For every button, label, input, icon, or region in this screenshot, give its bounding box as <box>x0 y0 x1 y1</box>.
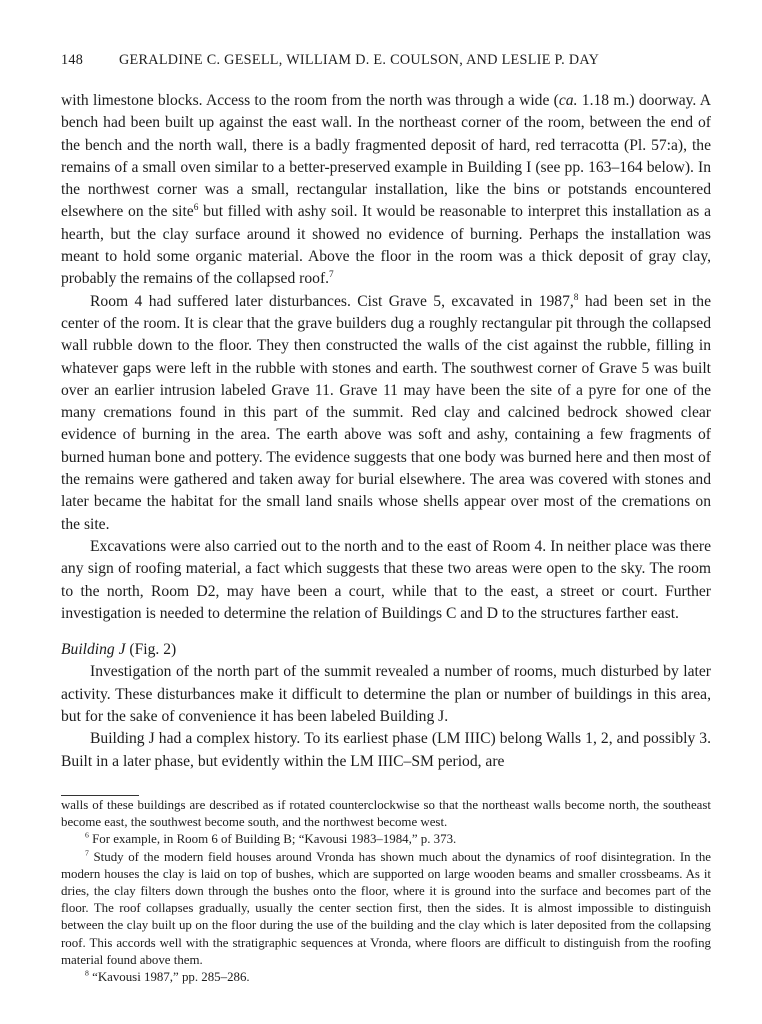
text-run: with limestone blocks. Access to the room from the north was through a wide ( <box>61 92 559 109</box>
text-run: had been set in the center of the room. It is clear that the grave builders dug a roughly rectangular pit through the collapsed wall rubble down to the floor. They then constructed the walls of the cist against the rubble, filling in whatever gaps were left in the rubble with stones and earth. The southwest corner of Grave 5 was built over an earlier intrusion labeled Grave 11. Grave 11 may have been the site of a pyre for one of the many cremations found in this part of the summit. Red clay and calcined bedrock showed clear evidence of burning in the area. The earth above was soft and ashy, containing a few fragments of burned human bone and pottery. The evidence suggests that one body was burned here and then most of the remains were gathered and taken away for burial elsewhere. The area was covered with stones and later became the habitat for the small land snails whose shells appear over most of the cremations on the site. <box>61 292 711 533</box>
section-heading-building-j <box>61 639 711 661</box>
paragraph-investigation: Investigation of the north part of the summit revealed a number of rooms, much disturbed by later activity. These disturbances make it difficult to determine the plan or number of buildings in this area, but for the sake of convenience it has been labeled Building J. <box>61 663 711 726</box>
running-title: GERALDINE C. GESELL, WILLIAM D. E. COULSON, AND LESLIE P. DAY <box>119 52 600 68</box>
footnote-text: Study of the modern field houses around Vronda has shown much about the dynamics of roof disintegration. In the modern houses the clay is laid on top of bushes, which are supported on large wooden beams and smaller crossbeams. As it dries, the clay filters down through the bushes onto the floor, where it is ground into the surface and becomes part of the floor. The roof collapses gradually, usually the center section first, then the sides. It is almost impossible to distinguish between the clay built up on the floor during the use of the building and the clay which is later deposited from the collapsing roof. This accords well with the stratigraphic sequences at Vronda, where floors are difficult to distinguish from the roofing material found above them. <box>61 849 711 967</box>
paragraph-room-description <box>61 90 711 291</box>
footnote-mark: 8 <box>85 968 89 978</box>
running-header <box>61 52 711 69</box>
main-text <box>61 90 711 773</box>
section-title: Building J <box>61 641 126 659</box>
footnote-text: For example, in Room 6 of Building B; “Kavousi 1983–1984,” p. 373. <box>88 832 457 847</box>
page-number: 148 <box>61 52 84 68</box>
text-run-italic: ca. <box>558 92 578 109</box>
text-run: but filled with ashy soil. It would be reasonable to interpret this installation as a hearth, but the clay surface around it showed no evidence of burning. Perhaps the installation was meant to hold some organic material. Above the floor in the room was a thick deposit of gray clay, probably the remains of the collapsed roof. <box>61 203 711 288</box>
text-run: 1.18 m.) doorway. A bench had been built up against the east wall. In the northeast corner of the room, between the end of the bench and the north wall, there is a badly fragmented deposit of hard, red terracotta (Pl. 57:a), the remains of a small oven similar to a better-preserved example in Building I (see pp. 163–164 below). In the northwest corner was a small, rectangular installation, like the bins or potstands encountered elsewhere on the site <box>61 92 712 221</box>
paragraph-building-j-history: Building J had a complex history. To its earliest phase (LM IIIC) belong Walls 1, 2, and possibly 3. Built in a later phase, but evidently within the LM IIIC–SM period, are <box>61 730 711 770</box>
text-run: Room 4 had suffered later disturbances. Cist Grave 5, excavated in 1987, <box>90 292 574 310</box>
footnote-text: “Kavousi 1987,” pp. 285–286. <box>88 970 250 985</box>
footnote-7 <box>61 849 711 969</box>
footnote-divider <box>61 795 139 796</box>
footnotes <box>61 797 711 986</box>
footnote-8 <box>61 969 711 986</box>
footnote-mark: 7 <box>85 848 89 858</box>
footnote-ref-6[interactable]: 6 <box>193 203 199 214</box>
footnote-ref-7[interactable]: 7 <box>329 270 334 281</box>
footnote-6 <box>61 831 711 848</box>
paragraph-room-4 <box>61 291 711 536</box>
footnote-mark: 6 <box>85 831 89 841</box>
footnote-ref-8[interactable]: 8 <box>573 292 579 303</box>
paragraph-excavations: Excavations were also carried out to the north and to the east of Room 4. In neither place was there any sign of roofing material, a fact which suggests that these two areas were open to the sky. The room to the north, Room D2, may have been a court, while that to the east, a street or court. Further investigation is needed to determine the relation of Buildings C and D to the structures farther east. <box>61 537 711 622</box>
footnote-continued: walls of these buildings are described as if rotated counterclockwise so that the northeast walls become north, the southeast become east, the southwest become south, and the northwest become west. <box>61 798 711 830</box>
figure-reference[interactable]: (Fig. 2) <box>125 641 177 659</box>
